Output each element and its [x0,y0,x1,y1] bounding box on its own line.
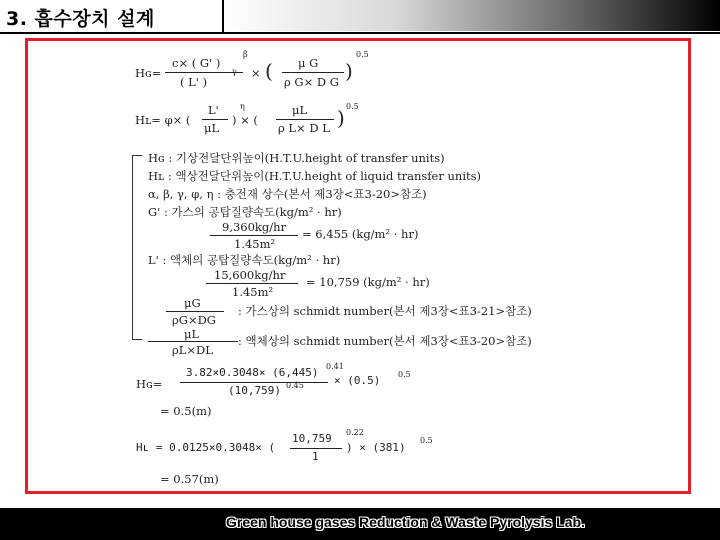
def-g-prime: G' : 가스의 공탑질량속도(kg/m² · hr) [148,205,342,219]
hl-frac2-bar [276,119,334,120]
hg-open-paren: ( [265,59,273,83]
def-constants: α, β, γ, φ, η : 충전재 상수(본서 제3장<표3-20>참조) [148,187,427,201]
hl-fraction-bar [202,119,228,120]
hg-calc-bar [180,382,328,383]
hg-times: × [251,66,261,80]
hl-calc-denominator: 1 [312,450,319,463]
hg-numerator: c× ( G' ) [172,56,221,70]
hl-close-paren: ) [337,106,345,130]
hl-calc-bar [290,448,342,449]
hg-calc-den-exp: 0.45 [286,381,304,390]
hl-times: ) × ( [232,113,258,127]
g-calc-numerator: 9,360kg/hr [222,220,287,234]
hl-lhs: Hʟ= φ× ( [135,113,191,127]
bracket-tick [132,339,142,340]
l-calc-bar [206,283,298,284]
g-calc-bar [210,235,298,236]
hl-calc-tail: ) × (381) [346,441,406,454]
schmidt-gas-denominator: ρG×DG [172,313,216,327]
hg-denominator: ( L' ) [180,75,208,89]
def-hl: Hʟ : 액상전달단위높이(H.T.U.height of liquid transfer units) [148,169,482,183]
hg-close-paren: ) [345,59,353,83]
hg-exp-half: 0.5 [356,50,369,59]
def-hg: Hɢ : 기상전달단위높이(H.T.U.height of transfer units) [148,151,445,165]
hg-calc-result: = 0.5(m) [160,404,212,418]
hg-frac2-numerator: μ G [298,56,319,70]
hl-calc-lhs: Hʟ = 0.0125×0.3048× ( [136,441,276,454]
hg-calc-denominator: (10,759) [228,384,281,397]
hl-frac2-denominator: ρ L× D L [278,121,330,135]
schmidt-gas-numerator: μG [184,296,201,310]
hl-exp-eta: η [240,102,245,111]
hg-lhs: Hɢ= [135,66,162,80]
schmidt-liquid-text: : 액체상의 schmidt number(본서 제3장<표3-20>참조) [238,334,532,348]
hl-numerator: L' [208,103,219,117]
hg-frac2-bar [282,72,344,73]
hg-calc-tail: × (0.5) [334,374,381,387]
l-calc-numerator: 15,600kg/hr [214,268,286,282]
l-calc-denominator: 1.45m² [232,285,274,299]
g-calc-denominator: 1.45m² [234,237,276,251]
hl-calc-result: = 0.57(m) [160,472,219,486]
hg-calc-tail-exp: 0.5 [398,370,411,379]
hl-frac2-numerator: μL [292,103,308,117]
g-calc-result: = 6,455 (kg/m² · hr) [302,227,419,241]
slide-title: 3. 흡수장치 설계 [6,8,155,30]
footer-lab-name: Green house gases Reduction & Waste Pyrolysis Lab. [226,514,585,530]
schmidt-liquid-bar [148,341,238,342]
hg-calc-lhs: Hɢ= [136,377,163,391]
hl-denominator: μL [204,121,220,135]
hg-calc-numerator: 3.82×0.3048× (6,445) [186,366,319,379]
hl-calc-numerator: 10,759 [292,432,332,445]
bracket-tick [132,155,142,156]
hl-exp-half: 0.5 [346,102,359,111]
hl-calc-exp: 0.22 [346,428,364,437]
hl-calc-tail-exp: 0.5 [420,436,433,445]
hg-frac2-denominator: ρ G× D G [284,75,339,89]
schmidt-gas-bar [166,311,224,312]
schmidt-liquid-numerator: μL [184,327,200,341]
hg-calc-num-exp: 0.41 [326,362,344,371]
def-l-prime: L' : 액체의 공탑질량속도(kg/m² · hr) [148,253,341,267]
l-calc-result: = 10,759 (kg/m² · hr) [306,275,430,289]
slide-footer [0,508,720,540]
hg-exp-gamma: γ [232,67,237,76]
schmidt-gas-text: : 가스상의 schmidt number(본서 제3장<표3-21>참조) [238,304,532,318]
definition-bracket [132,155,133,340]
hg-exp-beta: β [243,50,248,59]
schmidt-liquid-denominator: ρL×DL [172,343,213,357]
